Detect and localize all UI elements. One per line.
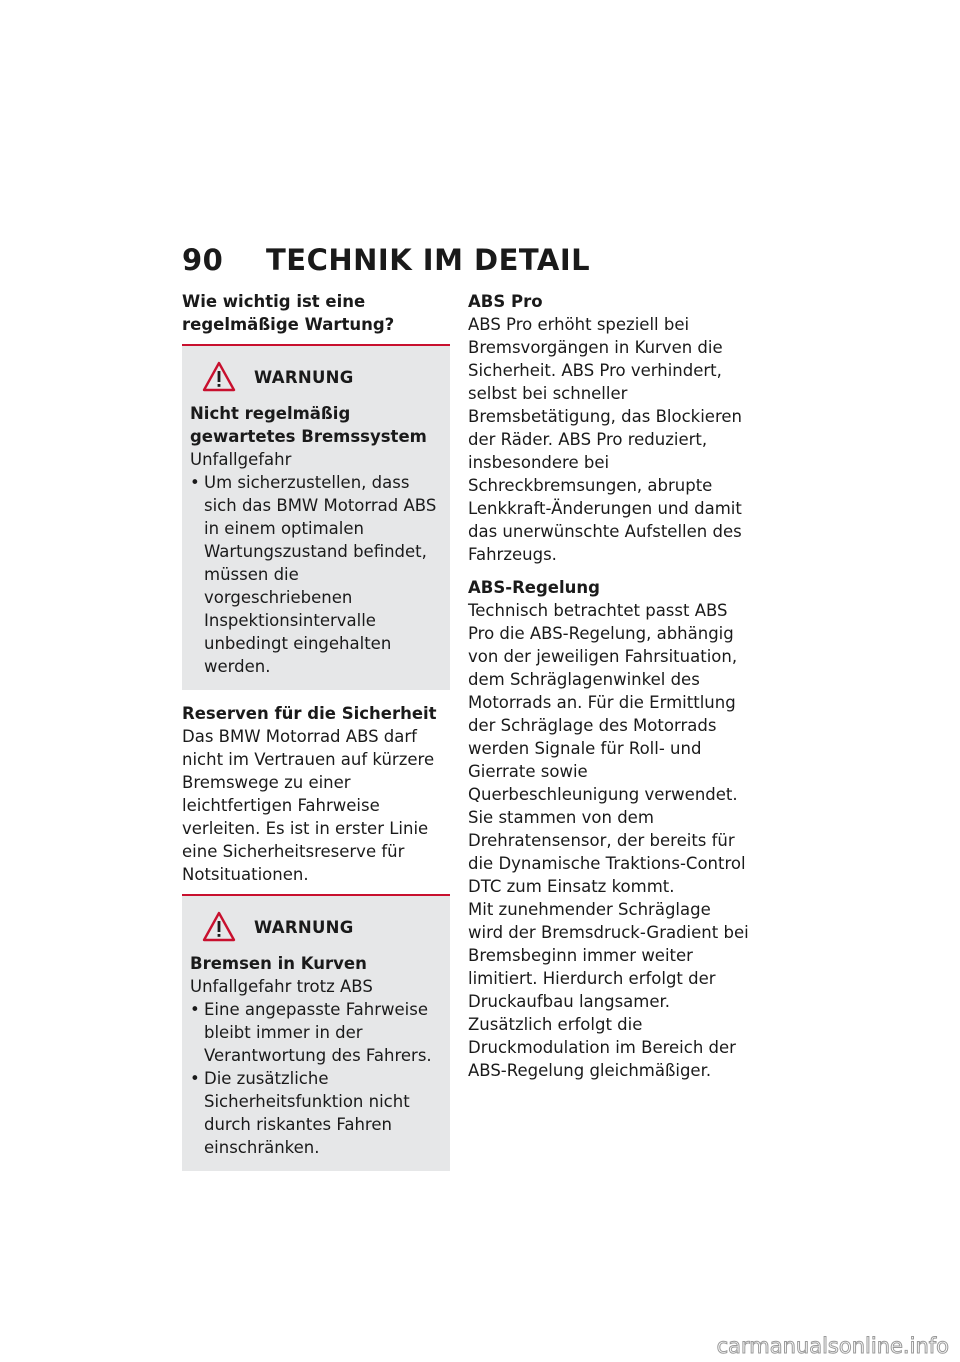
left-column xyxy=(182,290,450,1171)
warning-hazard: Unfallgefahr xyxy=(190,450,292,469)
list-item xyxy=(190,1067,442,1159)
watermark-text: carmanualsonline.info xyxy=(716,1334,949,1358)
warning-triangle-icon xyxy=(202,361,236,393)
warning-hazard: Unfallgefahr trotz ABS xyxy=(190,977,373,996)
abs-regelung-heading: ABS-Regelung xyxy=(468,578,600,597)
abs-pro-heading: ABS Pro xyxy=(468,292,543,311)
abs-regelung-paragraph: Technisch betrachtet passt ABS Pro die ABS-Regelung, abhängig von der jeweiligen Fahrsituation, dem Schräglagenwinkel des Motorrads an. Für die Ermittlung der Schräglage des Motorrads werden Signale für Roll- und Gierrate sowie Querbeschleunigung verwendet. Sie stammen von dem Drehratensensor, der bereits für die Dynamische Traktions-Control DTC zum Einsatz kommt. xyxy=(468,601,746,896)
warning-triangle-icon xyxy=(202,911,236,943)
warning-label: WARNUNG xyxy=(254,367,354,387)
list-item xyxy=(190,471,442,678)
warning-box xyxy=(182,896,450,1171)
reserve-heading: Reserven für die Sicherheit xyxy=(182,704,437,723)
warning-title: Nicht regelmäßig gewartetes Bremssystem xyxy=(190,404,427,446)
warning-box xyxy=(182,346,450,690)
warning-header xyxy=(202,910,442,944)
abs-pro-paragraph: ABS Pro erhöht speziell bei Bremsvorgängen in Kurven die Sicherheit. ABS Pro verhindert, selbst bei schneller Bremsbetätigung, das Blockieren der Räder. ABS Pro reduziert, insbesondere bei Schreckbremsungen, abrupte Lenkkraft-Änderungen und damit das unerwünschte Aufstellen des Fahrzeugs. xyxy=(468,315,742,564)
list-item-text: Um sicherzustellen, dass sich das BMW Motorrad ABS in einem optimalen Wartungszustand befindet, müssen die vorgeschriebenen Inspektionsintervalle unbedingt eingehalten werden. xyxy=(204,473,437,676)
right-column xyxy=(468,290,750,1082)
page-number: 90 xyxy=(182,243,224,277)
watermark xyxy=(585,1332,957,1358)
bullet-icon: • xyxy=(190,1069,200,1088)
warning-header xyxy=(202,360,442,394)
page-header xyxy=(182,240,742,280)
reserve-paragraph: Das BMW Motorrad ABS darf nicht im Vertrauen auf kürzere Bremswege zu einer leichtfertigen Fahrweise verleiten. Es ist in erster Linie eine Sicherheitsreserve für Notsituationen. xyxy=(182,727,435,884)
warning-title: Bremsen in Kurven xyxy=(190,954,367,973)
list-item-text: Die zusätzliche Sicherheitsfunktion nicht durch riskantes Fahren einschränken. xyxy=(204,1069,410,1157)
list-item-text: Eine angepasste Fahrweise bleibt immer in der Verantwortung des Fahrers. xyxy=(204,1000,432,1065)
maintenance-heading: Wie wichtig ist eine regelmäßige Wartung? xyxy=(182,292,395,334)
section-title: TECHNIK IM DETAIL xyxy=(266,243,591,277)
abs-regelung-paragraph-2: Mit zunehmender Schräglage wird der Bremsdruck-Gradient bei Bremsbeginn immer weiter limitiert. Hierdurch erfolgt der Druckaufbau langsamer. Zusätzlich erfolgt die Druckmodulation im Bereich der ABS-Regelung gleichmäßiger. xyxy=(468,900,749,1080)
bullet-icon: • xyxy=(190,473,200,492)
list-item xyxy=(190,998,442,1067)
warning-label: WARNUNG xyxy=(254,917,354,937)
bullet-icon: • xyxy=(190,1000,200,1019)
